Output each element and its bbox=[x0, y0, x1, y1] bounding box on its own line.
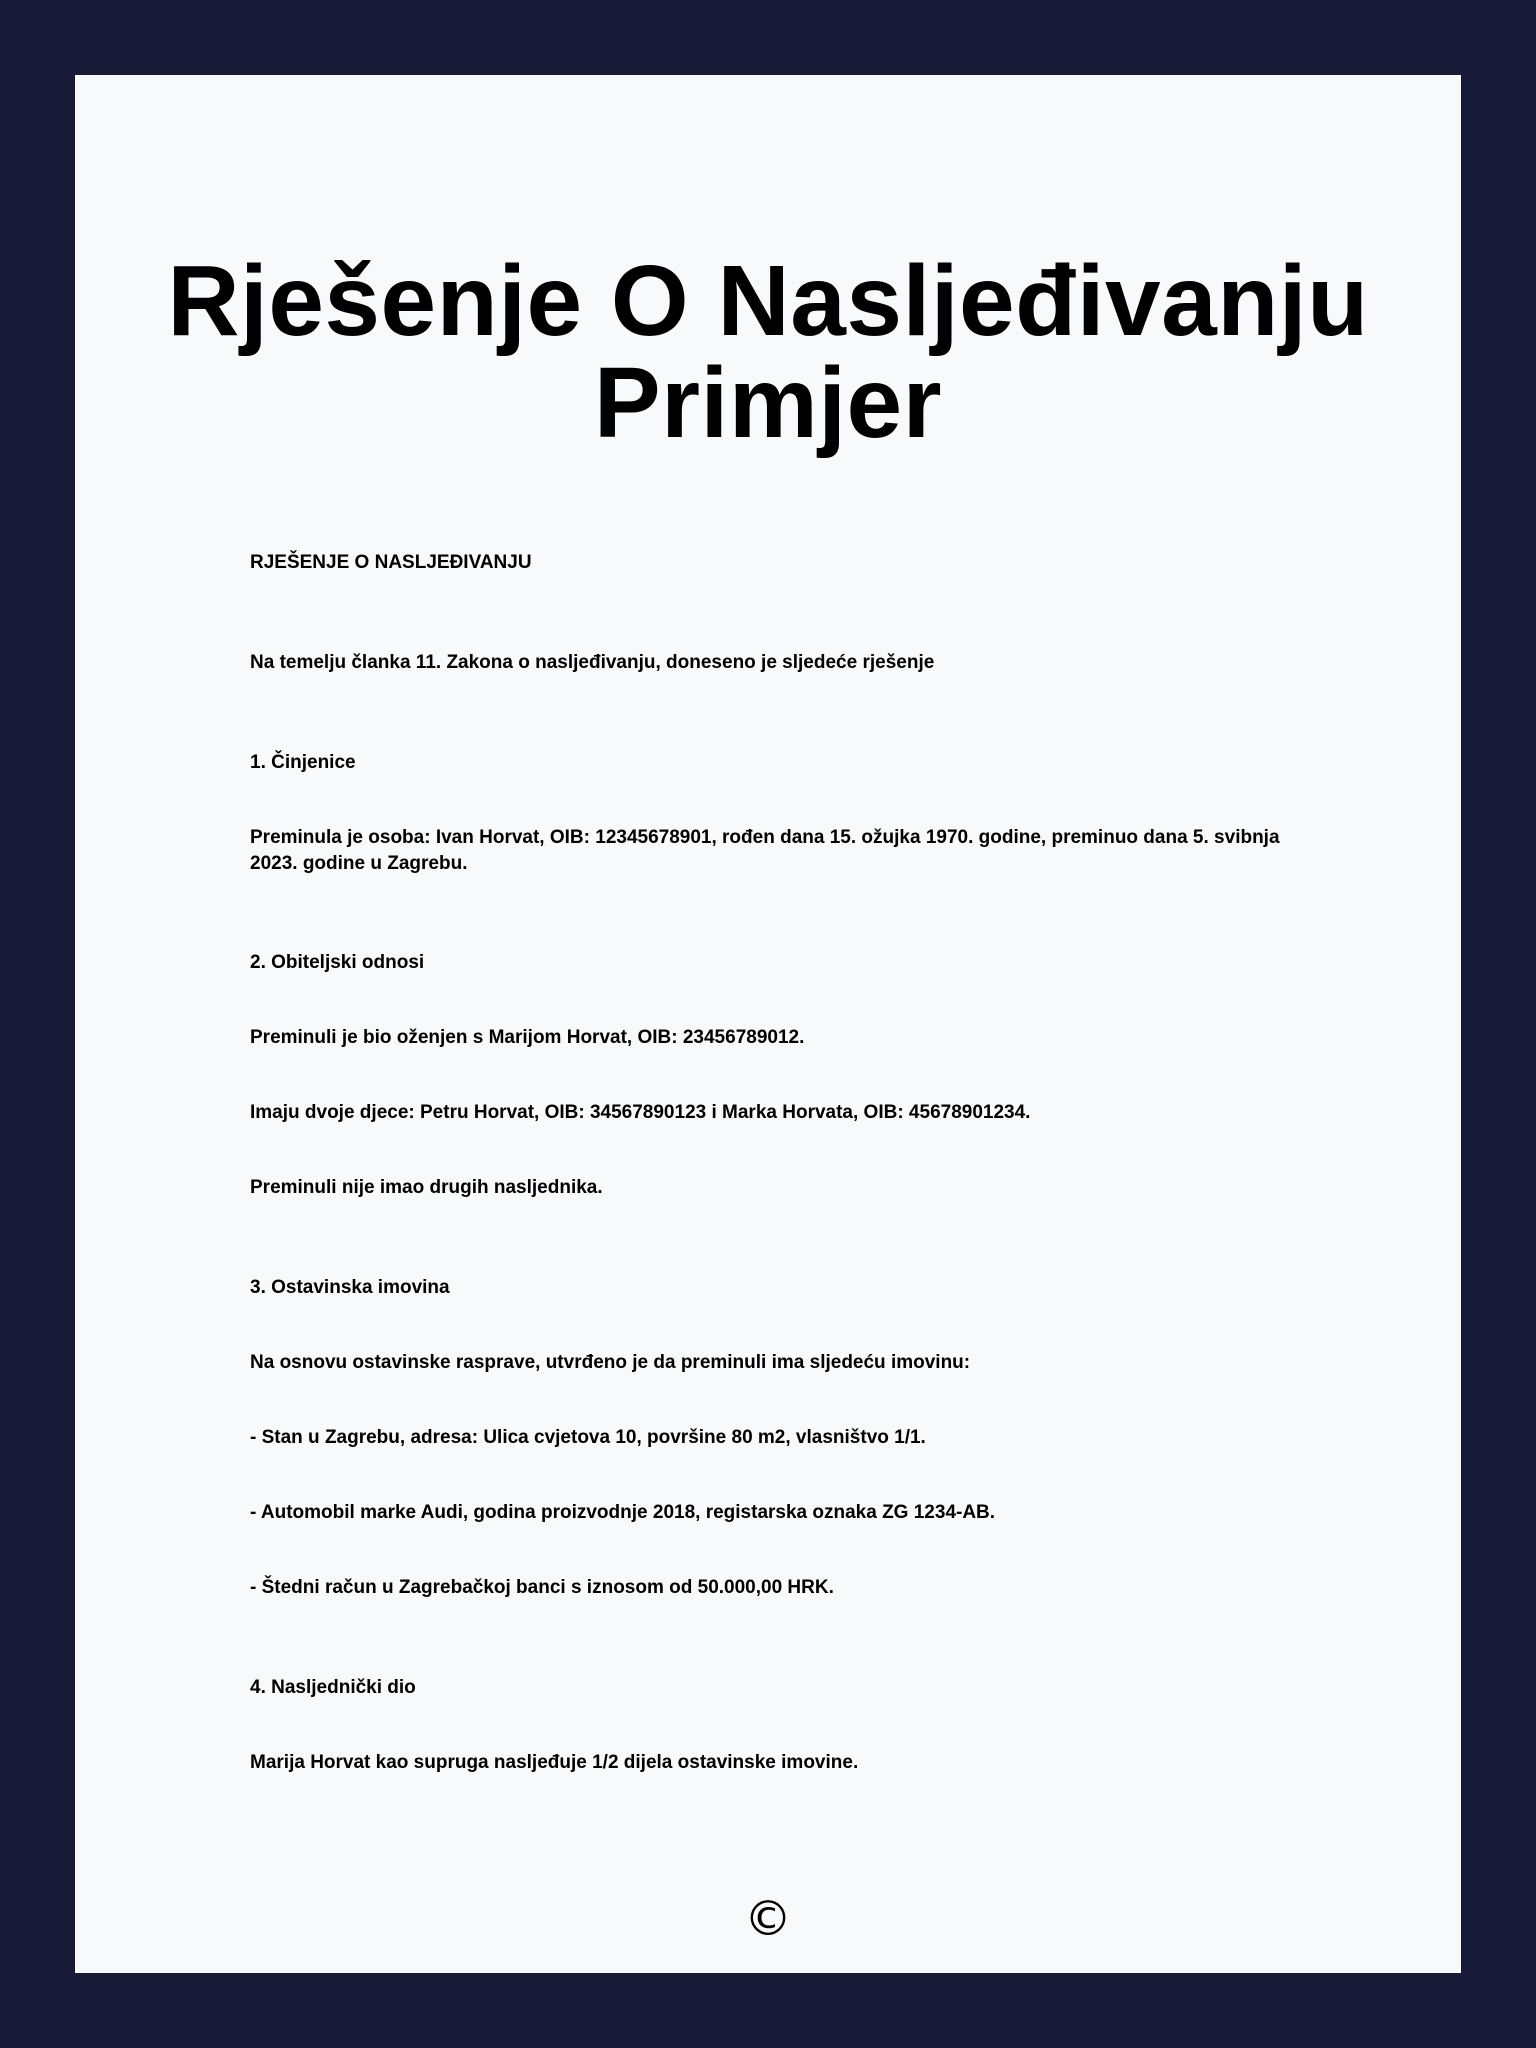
section-heading-facts: 1. Činjenice bbox=[250, 752, 356, 773]
spouse-paragraph: Preminuli je bio oženjen s Marijom Horvat, OIB: 23456789012. bbox=[250, 1027, 805, 1048]
estate-item-apartment: - Stan u Zagrebu, adresa: Ulica cvjetova 10, površine 80 m2, vlasništvo 1/1. bbox=[250, 1427, 926, 1448]
children-paragraph: Imaju dvoje djece: Petru Horvat, OIB: 34567890123 i Marka Horvata, OIB: 45678901234. bbox=[250, 1102, 1031, 1123]
estate-intro-paragraph: Na osnovu ostavinske rasprave, utvrđeno je da preminuli ima sljedeću imovinu: bbox=[250, 1352, 971, 1373]
copyright-symbol: © bbox=[744, 1891, 792, 1947]
estate-item-savings: - Štedni račun u Zagrebačkoj banci s iznosom od 50.000,00 HRK. bbox=[250, 1577, 834, 1598]
estate-item-car: - Automobil marke Audi, godina proizvodnje 2018, registarska oznaka ZG 1234-AB. bbox=[250, 1502, 996, 1523]
section-heading-family: 2. Obiteljski odnosi bbox=[250, 952, 425, 973]
facts-paragraph: Preminula je osoba: Ivan Horvat, OIB: 12345678901, rođen dana 15. ožujka 1970. godine, preminuo dana 5. svibnja 2023. godine u Zagrebu. bbox=[250, 827, 1280, 874]
section-heading-estate: 3. Ostavinska imovina bbox=[250, 1277, 450, 1298]
inheritance-share-paragraph: Marija Horvat kao supruga nasljeđuje 1/2 dijela ostavinske imovine. bbox=[250, 1752, 859, 1773]
heirs-paragraph: Preminuli nije imao drugih nasljednika. bbox=[250, 1177, 603, 1198]
intro-paragraph: Na temelju članka 11. Zakona o nasljeđivanju, doneseno je sljedeće rješenje bbox=[250, 652, 935, 673]
page-title: Rješenje O Nasljeđivanju Primjer bbox=[167, 245, 1369, 459]
document-page bbox=[75, 75, 1461, 1973]
section-heading-inheritance-share: 4. Nasljednički dio bbox=[250, 1677, 416, 1698]
document-heading: RJEŠENJE O NASLJEĐIVANJU bbox=[250, 552, 532, 573]
